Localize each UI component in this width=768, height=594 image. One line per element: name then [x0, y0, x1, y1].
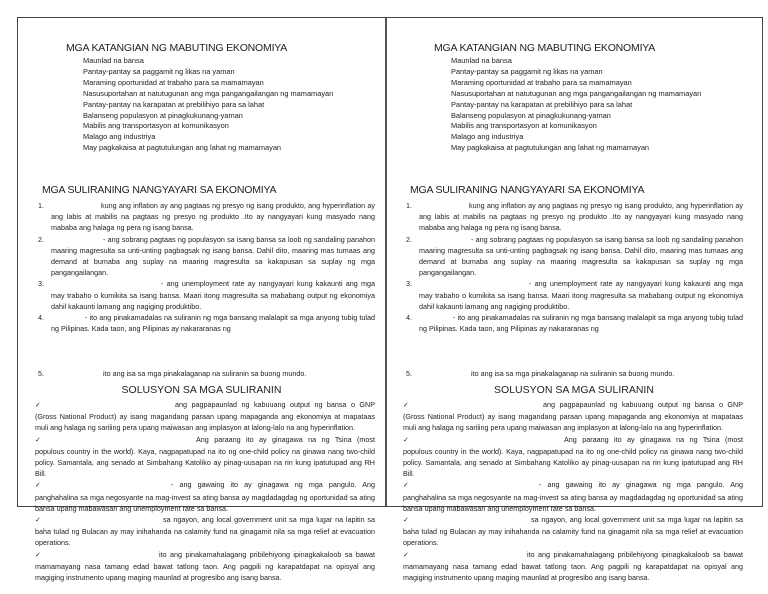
problem-item [38, 312, 375, 334]
trait-item: Pantay-pantay sa paggamit ng likas na yaman [83, 66, 235, 76]
problem-number: 3. [38, 279, 44, 289]
document-page-right [386, 17, 763, 583]
problem-text: ito ang isa sa mga pinakalaganap na suliranin sa buong mundo. [103, 369, 307, 379]
problem-item [38, 278, 375, 312]
solution-text: ito ang pinakamahalagang pribilehiyong ipinagkakaloob sa bawat mamamayang nasa tamang edad bawat tatlong taon. Ang pagpili ng karapatdapat na opisyal ang magiging instrumento upang maging maunlad at progresibo ang isang bansa. [403, 549, 743, 583]
check-icon: ✓ [403, 402, 409, 409]
problems-list [406, 200, 743, 380]
problem-number: 2. [38, 234, 44, 244]
problem-number: 5. [406, 369, 412, 379]
problem-item [406, 200, 743, 234]
problem-item [38, 200, 375, 234]
solution-text: sa ngayon, ang local government unit sa mga lugar na lapitin sa baha tulad ng Bulacan ay may inihahanda na calamity fund na ginagamit nila sa mga relief at evacuation operations. [403, 515, 743, 548]
solutions-list [403, 399, 743, 583]
check-icon: ✓ [403, 551, 409, 559]
problem-number: 4. [406, 313, 412, 323]
solution-text: ito ang pinakamahalagang pribilehiyong ipinagkakaloob sa bawat mamamayang nasa tamang edad bawat tatlong taon. Ang pagpili ng karapatdapat na opisyal ang magiging instrumento upang maging maunlad at progresibo ang isang bansa. [35, 549, 375, 583]
solution-item [403, 399, 743, 434]
trait-item: Maraming oportunidad at trabaho para sa mamamayan [83, 77, 264, 87]
trait-item: Pantay-pantay na karapatan at prebilihiyo para sa lahat [83, 99, 265, 109]
trait-item: Nasusuportahan at natutugunan ang mga pangangailangan ng mamamayan [83, 88, 334, 98]
problem-number: 1. [406, 201, 412, 210]
solutions-list [35, 399, 375, 583]
trait-item: Balanseng populasyon at pinagkukunang-yaman [83, 110, 243, 120]
problem-text: - ang unemployment rate ay nangyayari kung kakaunti ang mga may trabaho o kumikita sa isang bansa. Maari itong magresulta sa mababang output ng ekonomiya dahil kakaunti lamang ang nagiging produktibo. [419, 279, 743, 311]
solution-item [403, 434, 743, 480]
solutions-heading: SOLUSYON SA MGA SULIRANIN [494, 384, 654, 396]
problem-item [38, 234, 375, 279]
trait-item: May pagkakaisa at pagtutulungan ang lahat ng mamamayan [83, 143, 282, 153]
problem-text: - ito ang pinakamadalas na suliranin ng mga bansang malalapit sa mga anyong tubig tulad ng Pilipinas. Kada taon, ang Pilipinas ay nakararanas ng [419, 313, 743, 334]
check-icon: ✓ [403, 436, 409, 444]
problems-list [38, 200, 375, 380]
solution-item [35, 434, 375, 480]
document-page-left [17, 17, 387, 583]
solution-text: - ang gawaing ito ay ginagawa ng mga pangulo. Ang panghahalina sa mga negosyante na mag-invest sa ating bansa ay magdadagdag ng oportunidad sa ating bansa upang mabawasan ang unemployment rate sa bansa. [403, 480, 743, 513]
solution-item [403, 549, 743, 584]
problem-item [38, 368, 375, 379]
check-icon: ✓ [35, 517, 41, 525]
problem-number: 1. [38, 201, 44, 210]
problem-item [406, 368, 743, 379]
trait-item: Nasusuportahan at natutugunan ang mga pangangailangan ng mamamayan [451, 88, 702, 98]
solution-text: - ang gawaing ito ay ginagawa ng mga pangulo. Ang panghahalina sa mga negosyante na mag-invest sa ating bansa ay magdadagdag ng oportunidad sa ating bansa upang mabawasan ang unemployment rate sa bansa. [35, 480, 375, 513]
solution-item [403, 479, 743, 514]
problem-text: - ito ang pinakamadalas na suliranin ng mga bansang malalapit sa mga anyong tubig tulad ng Pilipinas. Kada taon, ang Pilipinas ay nakararanas ng [51, 313, 375, 334]
trait-item: Pantay-pantay na karapatan at prebilihiyo para sa lahat [451, 99, 633, 109]
problem-text: - ang unemployment rate ay nangyayari kung kakaunti ang mga may trabaho o kumikita sa isang bansa. Maari itong magresulta sa mababang output ng ekonomiya dahil kakaunti lamang ang nagiging produktibo. [51, 279, 375, 311]
check-icon: ✓ [35, 551, 41, 559]
trait-item: Malago ang industriya [451, 132, 524, 142]
traits-heading: MGA KATANGIAN NG MABUTING EKONOMIYA [66, 42, 288, 54]
solution-text: ang pagpapaunlad ng kabuuang output ng bansa o GNP (Gross National Product) ay isang magandang paraan upang mapaganda ang ekonomiya at mapataas muli ang halaga ng sariling pera upang maiwasan ang implasyon at lalong-lalo na ang hyperinflation. [35, 400, 375, 433]
check-icon: ✓ [35, 482, 41, 490]
check-icon: ✓ [35, 436, 41, 444]
problem-text: ito ang isa sa mga pinakalaganap na suliranin sa buong mundo. [471, 369, 675, 379]
problem-item [406, 234, 743, 279]
trait-item: Pantay-pantay sa paggamit ng likas na yaman [451, 66, 603, 76]
problem-text: kung ang inflation ay ang pagtaas ng presyo ng isang produkto, ang hyperinflation ay ang labis at mabilis na pagtaas ng presyo ng produkto .Ito ay nangyayari kung masyado nang mababa ang halaga ng pera ng isang bansa. [419, 201, 743, 233]
trait-item: Maunlad na bansa [83, 56, 144, 65]
problem-item [406, 312, 743, 334]
trait-item: Maraming oportunidad at trabaho para sa mamamayan [451, 77, 632, 87]
solution-text: ang pagpapaunlad ng kabuuang output ng bansa o GNP (Gross National Product) ay isang magandang paraan upang mapaganda ang ekonomiya at mapataas muli ang halaga ng sariling pera upang maiwasan ang implasyon at lalong-lalo na ang hyperinflation. [403, 400, 743, 433]
problem-text: kung ang inflation ay ang pagtaas ng presyo ng isang produkto, ang hyperinflation ay ang labis at mabilis na pagtaas ng presyo ng produkto .Ito ay nangyayari kung masyado nang mababa ang halaga ng pera ng isang bansa. [51, 201, 375, 233]
trait-item: Mabilis ang transportasyon at komunikasyon [83, 121, 229, 131]
trait-item: Mabilis ang transportasyon at komunikasyon [451, 121, 597, 131]
solution-text: Ang paraang ito ay ginagawa na ng Tsina (most populous country in the world). Kaya, nagpapatupad na ito ng one-child policy na ginawa nang two-child policy. Samantala, ang senado at Simbahang Katoliko ay pinag-uusapan na rin kung ipatutupad ang RH Bill. [403, 434, 743, 479]
solution-item [35, 514, 375, 549]
trait-item: Malago ang industriya [83, 132, 156, 142]
solution-item [35, 479, 375, 514]
trait-item: Balanseng populasyon at pinagkukunang-yaman [451, 110, 611, 120]
problems-heading: MGA SULIRANING NANGYAYARI SA EKONOMIYA [410, 184, 645, 196]
solutions-heading: SOLUSYON SA MGA SULIRANIN [121, 384, 282, 396]
traits-list [451, 56, 701, 154]
check-icon: ✓ [403, 517, 409, 525]
traits-heading: MGA KATANGIAN NG MABUTING EKONOMIYA [434, 42, 656, 54]
check-icon: ✓ [403, 482, 409, 490]
solution-item [35, 399, 375, 434]
problem-number: 5. [38, 369, 44, 379]
traits-list [83, 56, 333, 154]
solution-text: Ang paraang ito ay ginagawa na ng Tsina (most populous country in the world). Kaya, nagpapatupad na ito ng one-child policy na ginawa nang two-child policy. Samantala, ang senado at Simbahang Katoliko ay pinag-uusapan na rin kung ipatutupad ang RH Bill. [35, 434, 375, 479]
problem-text: - ang sobrang pagtaas ng populasyon sa isang bansa sa loob ng sandaling panahon maaring magresulta sa unti-unting pagbagsak ng isang bansa. Dahil dito, maaring mas tumaas ang demand at bumaba ang suplay na maaring magresulta sa kakapusan sa suplay ng mga pangangailangan. [51, 234, 375, 278]
problems-heading: MGA SULIRANING NANGYAYARI SA EKONOMIYA [42, 184, 277, 196]
problem-item [406, 278, 743, 312]
solution-item [35, 549, 375, 584]
trait-item: May pagkakaisa at pagtutulungan ang lahat ng mamamayan [451, 143, 650, 153]
trait-item: Maunlad na bansa [451, 56, 512, 65]
problem-text: - ang sobrang pagtaas ng populasyon sa isang bansa sa loob ng sandaling panahon maaring magresulta sa unti-unting pagbagsak ng isang bansa. Dahil dito, maaring mas tumaas ang demand at bumaba ang suplay na maaring magresulta sa kakapusan sa suplay ng mga pangangailangan. [419, 234, 743, 278]
solution-text: sa ngayon, ang local government unit sa mga lugar na lapitin sa baha tulad ng Bulacan ay may inihahanda na calamity fund na ginagamit nila sa mga relief at evacuation operations. [35, 515, 375, 548]
check-icon: ✓ [35, 402, 41, 409]
problem-number: 4. [38, 313, 44, 323]
problem-number: 3. [406, 279, 412, 289]
problem-number: 2. [406, 234, 412, 244]
solution-item [403, 514, 743, 549]
